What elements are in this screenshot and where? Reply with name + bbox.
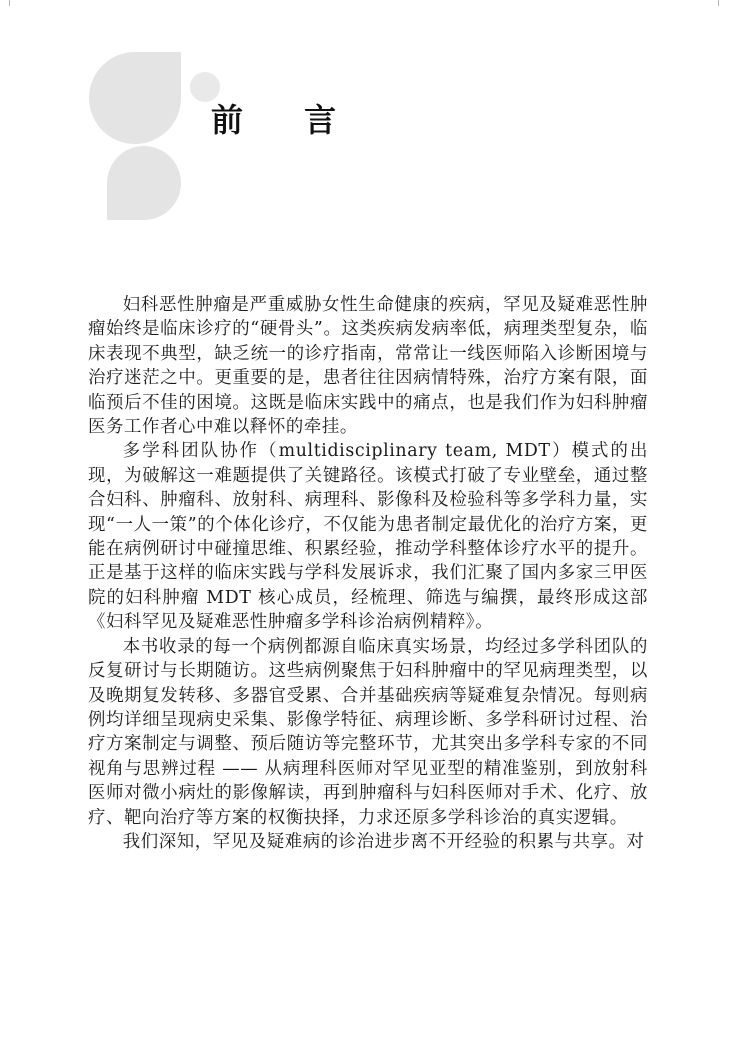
decorative-dot [190, 72, 220, 102]
preface-body [88, 293, 648, 854]
paragraph-1: 妇科恶性肿瘤是严重威胁女性生命健康的疾病，罕见及疑难恶性肿瘤始终是临床诊疗的“硬骨头”。这类疾病发病率低，病理类型复杂，临床表现不典型，缺乏统一的诊疗指南，常常让一线医师陷入诊断困境与治疗迷茫之中。更重要的是，患者往往因病情特殊，治疗方案有限，面临预后不佳的困境。这既是临床实践中的痛点，也是我们作为妇科肿瘤医务工作者心中难以释怀的牵挂。 [88, 295, 648, 438]
page-edge-mark-left [9, 0, 10, 6]
paragraph-3: 本书收录的每一个病例都源自临床真实场景，均经过多学科团队的反复研讨与长期随访。这些病例聚焦于妇科肿瘤中的罕见病理类型，以及晚期复发转移、多器官受累、合并基础疾病等疑难复杂情况。每则病例均详细呈现病史采集、影像学特征、病理诊断、多学科研讨过程、治疗方案制定与调整、预后随访等完整环节，尤其突出多学科专家的不同视角与思辨过程 —— 从病理科医师对罕见亚型的精准鉴别，到放射科医师对微小病灶的影像解读，再到肿瘤科与妇科医师对手术、化疗、放疗、靶向治疗等方案的权衡抉择，力求还原多学科诊治的真实逻辑。 [88, 636, 648, 828]
paragraph-2: 多学科团队协作（multidisciplinary team, MDT）模式的出现，为破解这一难题提供了关键路径。该模式打破了专业壁垒，通过整合妇科、肿瘤科、放射科、病理科、影像科及检验科等多学科力量，实现“一人一策”的个体化诊疗，不仅能为患者制定最优化的治疗方案，更能在病例研讨中碰撞思维、积累经验，推动学科整体诊疗水平的提升。正是基于这样的临床实践与学科发展诉求，我们汇聚了国内多家三甲医院的妇科肿瘤 MDT 核心成员，经梳理、筛选与编撰，最终形成这部《妇科罕见及疑难恶性肿瘤多学科诊治病例精粹》。 [88, 441, 648, 633]
decorative-shape-left [89, 52, 181, 144]
page-edge-mark-right [718, 0, 719, 6]
decorative-shape-bottom [107, 146, 181, 220]
paragraph-4: 我们深知，罕见及疑难病的诊治进步离不开经验的积累与共享。对 [122, 831, 645, 852]
page-title: 前 言 [211, 101, 362, 139]
